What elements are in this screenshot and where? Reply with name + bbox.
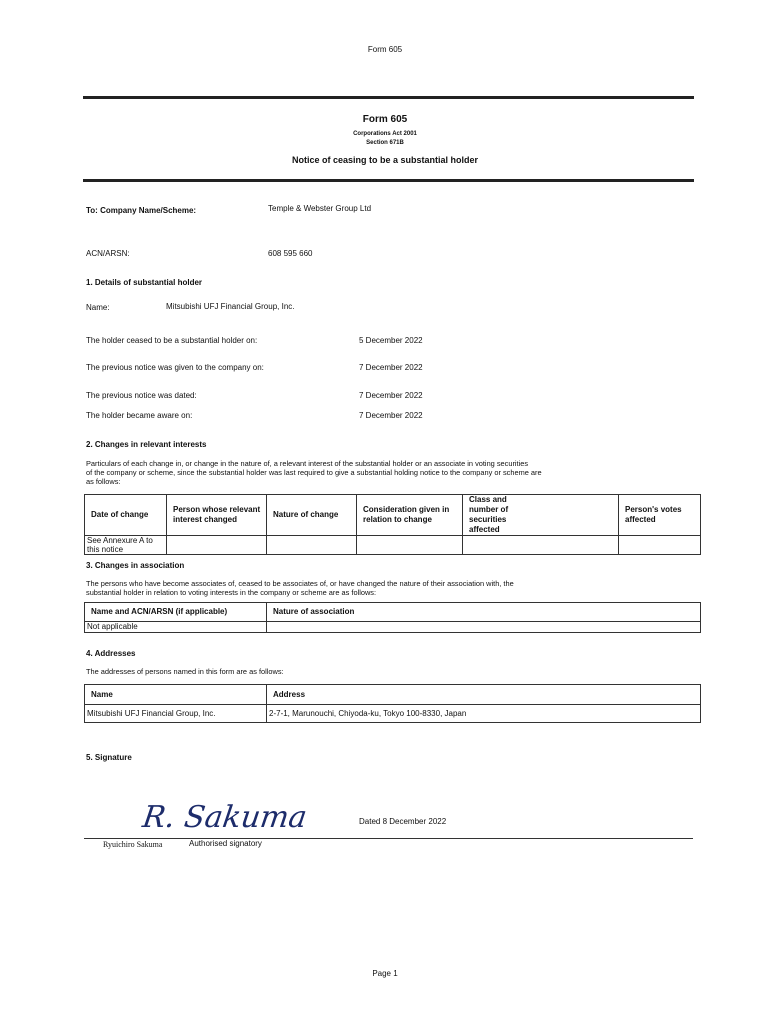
top-rule bbox=[83, 96, 694, 99]
section2-intro-line: as follows: bbox=[86, 477, 121, 486]
section5-heading: 5. Signature bbox=[86, 753, 132, 762]
association-table bbox=[84, 602, 701, 633]
holder-name-label: Name: bbox=[86, 303, 110, 312]
section3-intro-line: The persons who have become associates of, ceased to be associates of, or have changed the nature of their association with, the bbox=[86, 579, 514, 588]
column-header: Person whose relevant interest changed bbox=[167, 495, 267, 536]
column-header: Nature of association bbox=[267, 603, 701, 622]
table-cell bbox=[357, 536, 463, 555]
acn-value: 608 595 660 bbox=[268, 249, 313, 258]
section2-heading: 2. Changes in relevant interests bbox=[86, 440, 207, 449]
aware-date-label: The holder became aware on: bbox=[86, 411, 193, 420]
table-cell: Mitsubishi UFJ Financial Group, Inc. bbox=[85, 705, 267, 723]
table-cell bbox=[463, 536, 619, 555]
section3-intro-line: substantial holder in relation to voting interests in the company or scheme are as follows: bbox=[86, 588, 377, 597]
handwritten-signature bbox=[140, 795, 310, 837]
column-header: Class and number of securities affected bbox=[463, 495, 619, 536]
section2-intro-line: of the company or scheme, since the substantial holder was last required to give a substantial holding notice to the company or scheme are bbox=[86, 468, 542, 477]
section1-heading: 1. Details of substantial holder bbox=[86, 278, 203, 287]
column-header: Name and ACN/ARSN (if applicable) bbox=[85, 603, 267, 622]
aware-date-value: 7 December 2022 bbox=[359, 411, 423, 420]
section4-intro: The addresses of persons named in this form are as follows: bbox=[86, 667, 284, 676]
changes-table bbox=[84, 494, 701, 555]
signatory-name: Ryuichiro Sakuma bbox=[103, 840, 163, 849]
running-header: Form 605 bbox=[367, 45, 403, 54]
company-label: To: Company Name/Scheme: bbox=[86, 206, 197, 215]
column-header: Consideration given in relation to change bbox=[357, 495, 463, 536]
company-value: Temple & Webster Group Ltd bbox=[268, 204, 372, 213]
ceased-date-label: The holder ceased to be a substantial holder on: bbox=[86, 336, 258, 345]
signatory-capacity: Authorised signatory bbox=[189, 839, 262, 848]
column-header: Person's votes affected bbox=[619, 495, 701, 536]
section4-heading: 4. Addresses bbox=[86, 649, 136, 658]
column-header: Date of change bbox=[85, 495, 167, 536]
acn-label: ACN/ARSN: bbox=[86, 249, 130, 258]
table-cell bbox=[619, 536, 701, 555]
title-bottom-rule bbox=[83, 179, 694, 182]
column-header: Address bbox=[267, 685, 701, 705]
section-reference: Section 671B bbox=[366, 140, 404, 146]
column-header: Nature of change bbox=[267, 495, 357, 536]
table-cell: Not applicable bbox=[85, 622, 267, 633]
signature-line bbox=[84, 838, 693, 839]
svg-text:R. Sakuma: R. Sakuma bbox=[140, 800, 310, 835]
notice-dated-value: 7 December 2022 bbox=[359, 391, 423, 400]
table-cell: 2-7-1, Marunouchi, Chiyoda-ku, Tokyo 100-8330, Japan bbox=[267, 705, 701, 723]
notice-dated-label: The previous notice was dated: bbox=[86, 391, 197, 400]
holder-name-value: Mitsubishi UFJ Financial Group, Inc. bbox=[166, 302, 295, 311]
table-cell bbox=[267, 622, 701, 633]
table-cell: See Annexure A to this notice bbox=[85, 536, 167, 555]
ceased-date-value: 5 December 2022 bbox=[359, 336, 423, 345]
form-title: Form 605 bbox=[362, 114, 408, 125]
act-name: Corporations Act 2001 bbox=[353, 131, 417, 137]
section3-heading: 3. Changes in association bbox=[86, 561, 185, 570]
notice-given-label: The previous notice was given to the company on: bbox=[86, 363, 264, 372]
table-cell bbox=[267, 536, 357, 555]
dated-text: Dated 8 December 2022 bbox=[359, 817, 447, 826]
notice-title: Notice of ceasing to be a substantial holder bbox=[291, 155, 479, 165]
table-cell bbox=[167, 536, 267, 555]
addresses-table bbox=[84, 684, 701, 723]
notice-given-value: 7 December 2022 bbox=[359, 363, 423, 372]
page-number: Page 1 bbox=[372, 969, 398, 978]
column-header: Name bbox=[85, 685, 267, 705]
section2-intro-line: Particulars of each change in, or change in the nature of, a relevant interest of the substantial holder or an associate in voting securities bbox=[86, 459, 529, 468]
